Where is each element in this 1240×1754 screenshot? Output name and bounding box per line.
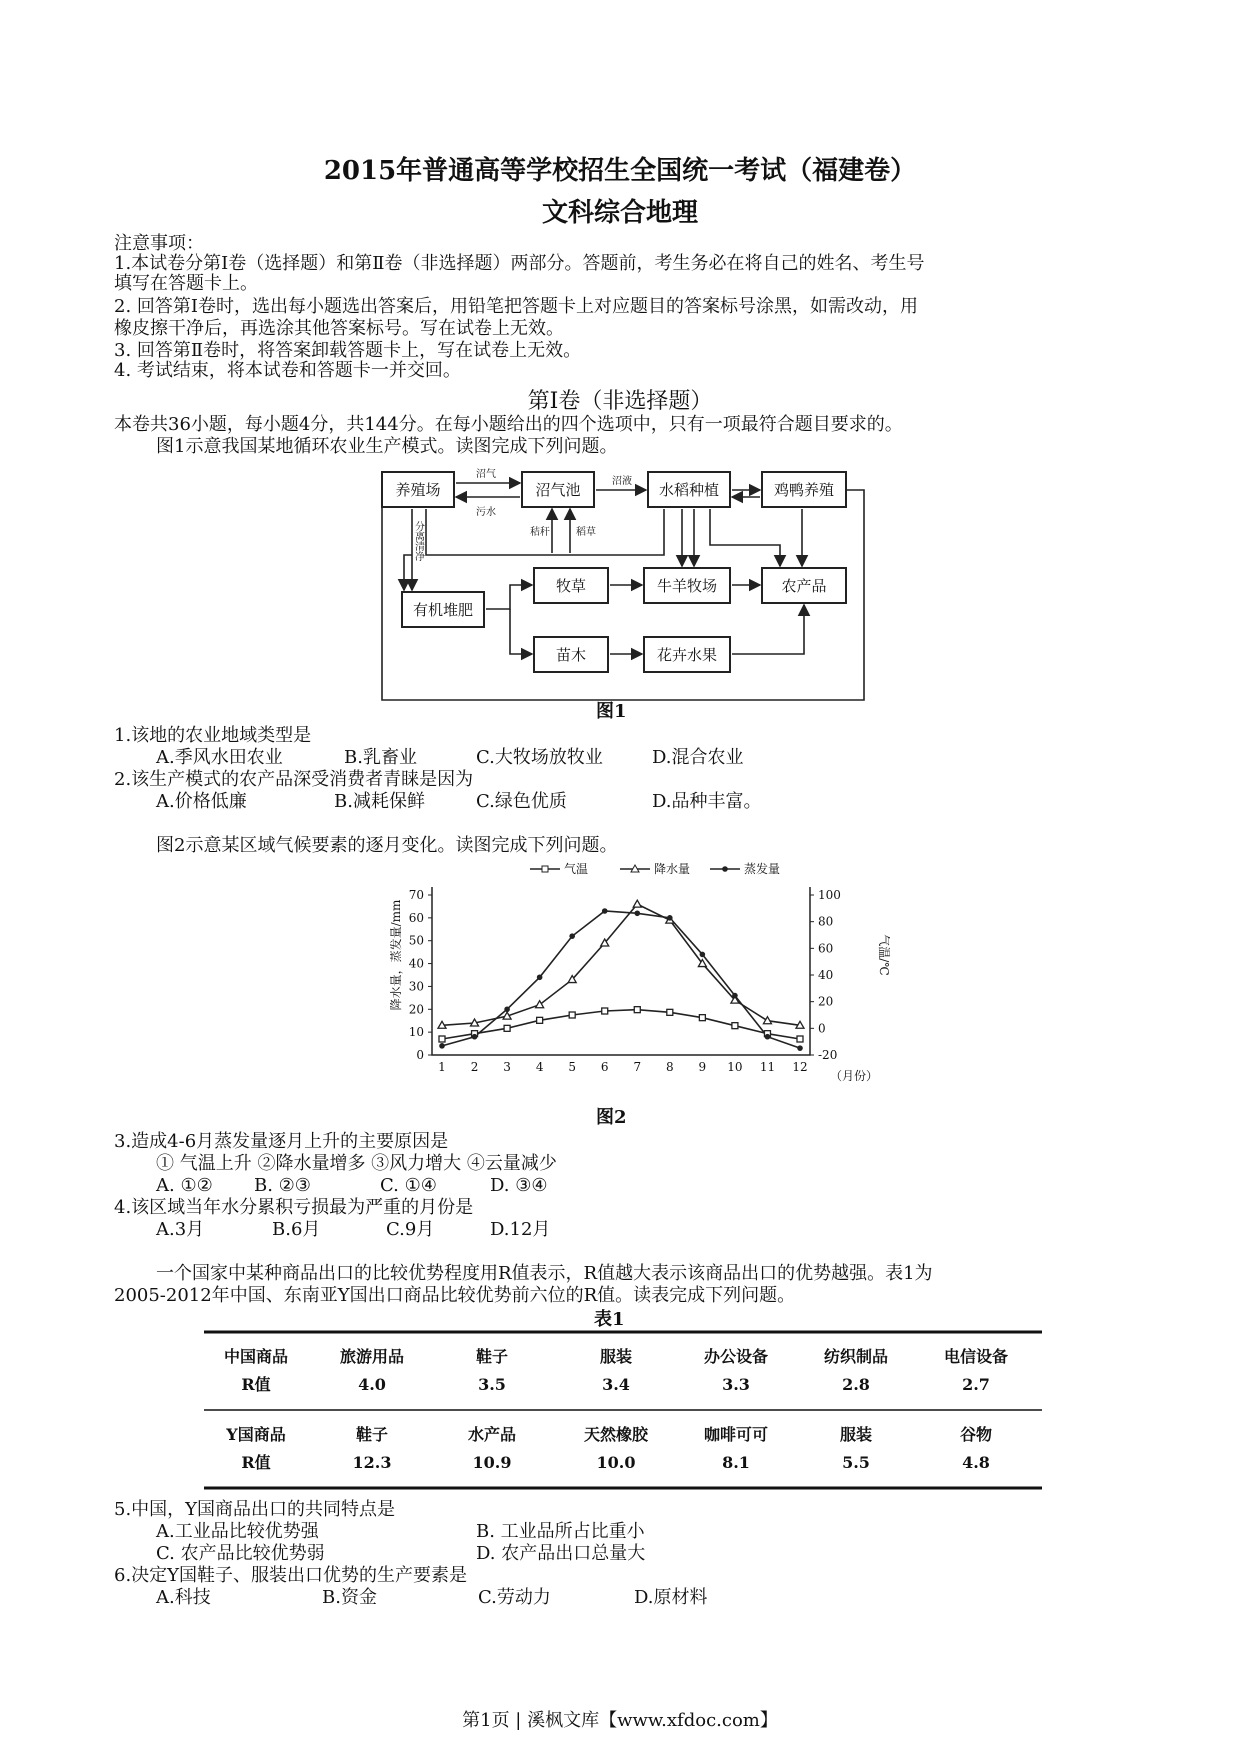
table-cell: 2.8 xyxy=(842,1375,870,1394)
table-cell: 服装 xyxy=(839,1425,873,1444)
q6-option-c: C.劳动力 xyxy=(478,1587,551,1608)
q2-option-c: C.绿色优质 xyxy=(476,791,567,812)
legend-label: 降水量 xyxy=(654,862,691,876)
section-title: 第Ⅰ卷（非选择题） xyxy=(527,389,713,414)
label-miaomu: 苗木 xyxy=(555,646,587,664)
table-intro: 一个国家中某种商品出口的比较优势程度用R值表示，R值越大表示该商品出口的优势越强。表1为 xyxy=(156,1263,933,1284)
q6-option-b: B.资金 xyxy=(322,1587,377,1608)
label-zhaoqi-gas: 沼气 xyxy=(476,469,496,480)
notice-item: 4. 考试结束，将本试卷和答题卡一并交回。 xyxy=(114,360,461,381)
x-tick-label: 8 xyxy=(665,1060,674,1074)
point-evaporation xyxy=(797,1045,803,1051)
point-evaporation xyxy=(602,908,608,914)
label-fenli: 分离清净 xyxy=(412,521,424,561)
q5-option-a: A.工业品比较优势强 xyxy=(156,1521,319,1542)
q1-option-c: C.大牧场放牧业 xyxy=(476,747,603,768)
point-temperature xyxy=(537,1017,543,1023)
table-1-svg xyxy=(204,1330,1042,1490)
point-evaporation xyxy=(537,974,543,980)
y-left-tick-label: 20 xyxy=(408,1002,424,1017)
point-evaporation xyxy=(732,993,738,999)
table-cell: 旅游用品 xyxy=(339,1347,405,1366)
q5-stem: 5.中国，Y国商品出口的共同特点是 xyxy=(114,1499,396,1520)
page-footer: 第1页 | 溪枫文库【www.xfdoc.com】 xyxy=(462,1710,778,1731)
label-zhaoye: 沼液 xyxy=(612,476,632,487)
fig2-caption: 图2 xyxy=(596,1107,627,1128)
y-right-tick-label: 0 xyxy=(818,1021,826,1036)
q4-option-c: C.9月 xyxy=(386,1219,435,1240)
series-line-降水量 xyxy=(442,904,800,1025)
notice-heading: 注意事项： xyxy=(114,233,204,254)
fig1-intro: 图1示意我国某地循环农业生产模式。读图完成下列问题。 xyxy=(156,436,618,457)
table-cell: 中国商品 xyxy=(223,1347,289,1366)
x-tick-label: 1 xyxy=(438,1060,446,1074)
legend-label: 蒸发量 xyxy=(744,862,781,876)
point-temperature xyxy=(699,1015,705,1021)
notice-item: 2. 回答第Ⅰ卷时，选出每小题选出答案后，用铅笔把答题卡上对应题目的答案标号涂黑，如需改动，用 xyxy=(114,296,919,317)
table-cell: 3.3 xyxy=(722,1375,750,1394)
label-zhaoqi: 沼气池 xyxy=(535,481,581,499)
fig2-intro: 图2示意某区域气候要素的逐月变化。读图完成下列问题。 xyxy=(156,835,618,856)
x-tick-label: 7 xyxy=(633,1060,642,1074)
legend-marker-dot xyxy=(722,866,728,872)
table-cell: Y国商品 xyxy=(226,1425,286,1444)
point-temperature xyxy=(634,1007,640,1013)
y-right-tick-label: 100 xyxy=(818,888,841,902)
q3-option-d: D. ③④ xyxy=(490,1175,548,1196)
legend-marker-square xyxy=(542,866,548,872)
exam-subtitle: 文科综合地理 xyxy=(541,198,698,228)
q2-stem: 2.该生产模式的农产品深受消费者青睐是因为 xyxy=(114,769,474,790)
y-right-tick-label: 60 xyxy=(818,941,834,956)
label-wushui: 污水 xyxy=(476,507,496,518)
flow-diagram-svg xyxy=(380,455,880,725)
label-jiya: 鸡鸭养殖 xyxy=(773,481,835,499)
exam-title: 2015年普通高等学校招生全国统一考试（福建卷） xyxy=(323,156,917,186)
label-mucao: 牧草 xyxy=(555,577,587,595)
table-cell: 纺织制品 xyxy=(823,1347,889,1366)
x-tick-label: 6 xyxy=(600,1060,609,1074)
q5-option-d: D. 农产品出口总量大 xyxy=(476,1543,646,1564)
point-evaporation xyxy=(439,1043,445,1049)
section-intro: 本卷共36小题，每小题4分，共144分。在每小题给出的四个选项中，只有一项最符合题目要求的。 xyxy=(114,414,903,435)
series-line-气温 xyxy=(442,1010,800,1039)
y-left-tick-label: 50 xyxy=(408,933,424,948)
q1-option-d: D.混合农业 xyxy=(652,747,744,768)
x-tick-label: 3 xyxy=(503,1060,511,1074)
table-1 xyxy=(204,1330,1042,1494)
point-temperature xyxy=(667,1009,673,1015)
table-cell: 12.3 xyxy=(352,1453,392,1472)
y-left-tick-label: 30 xyxy=(408,979,424,994)
notice-item: 填写在答题卡上。 xyxy=(114,273,258,294)
table-cell: 鞋子 xyxy=(475,1347,509,1366)
table-cell: 服装 xyxy=(599,1347,633,1366)
y-axis-label-right: 气温/℃ xyxy=(877,934,890,976)
y-left-tick-label: 0 xyxy=(416,1048,424,1062)
q3-option-a: A. ①② xyxy=(156,1175,213,1196)
table-cell: 办公设备 xyxy=(703,1347,769,1366)
y-left-tick-label: 70 xyxy=(408,888,424,902)
table-cell: 5.5 xyxy=(842,1453,870,1472)
table-cell: 水产品 xyxy=(467,1425,517,1444)
q2-option-d: D.品种丰富。 xyxy=(652,791,762,812)
q6-stem: 6.决定Y国鞋子、服装出口优势的生产要素是 xyxy=(114,1565,468,1586)
q4-option-d: D.12月 xyxy=(490,1219,551,1240)
q3-option-b: B. ②③ xyxy=(254,1175,311,1196)
q3-stem: 3.造成4-6月蒸发量逐月上升的主要原因是 xyxy=(114,1131,449,1152)
label-daocao: 稻草 xyxy=(576,527,596,538)
q5-option-b: B. 工业品所占比重小 xyxy=(476,1521,645,1542)
table-cell: 谷物 xyxy=(959,1425,993,1444)
notice-item: 橡皮擦干净后，再选涂其他答案标号。写在试卷上无效。 xyxy=(114,318,564,339)
table-cell: 电信设备 xyxy=(943,1347,1009,1366)
x-tick-label: 11 xyxy=(759,1060,776,1074)
point-evaporation xyxy=(472,1034,478,1040)
q1-option-b: B.乳畜业 xyxy=(344,747,417,768)
q4-option-a: A.3月 xyxy=(156,1219,205,1240)
label-nongchan: 农产品 xyxy=(781,577,827,595)
point-temperature xyxy=(732,1023,738,1029)
y-left-tick-label: 40 xyxy=(408,956,424,971)
x-tick-label: 2 xyxy=(470,1060,479,1074)
table-cell: 4.0 xyxy=(358,1375,386,1394)
q4-stem: 4.该区域当年水分累积亏损最为严重的月份是 xyxy=(114,1197,474,1218)
label-niuyang: 牛羊牧场 xyxy=(656,577,718,595)
x-axis-unit: （月份） xyxy=(830,1069,879,1083)
x-tick-label: 5 xyxy=(568,1060,577,1074)
label-huahui: 花卉水果 xyxy=(656,646,718,664)
figure-2-chart xyxy=(390,855,890,1109)
table-cell: 2.7 xyxy=(962,1375,990,1394)
table-cell: R值 xyxy=(241,1375,271,1394)
table1-caption: 表1 xyxy=(594,1309,625,1330)
table-cell: 3.5 xyxy=(478,1375,506,1394)
table-cell: 10.0 xyxy=(596,1453,636,1472)
point-temperature xyxy=(569,1012,575,1018)
q1-stem: 1.该地的农业地域类型是 xyxy=(114,725,312,746)
point-temperature xyxy=(797,1036,803,1042)
table-cell: 咖啡可可 xyxy=(703,1425,769,1444)
point-evaporation xyxy=(667,915,673,921)
label-youji: 有机堆肥 xyxy=(412,601,474,619)
q2-option-a: A.价格低廉 xyxy=(156,791,247,812)
table-cell: 鞋子 xyxy=(355,1425,389,1444)
point-evaporation xyxy=(569,933,575,939)
y-right-tick-label: -20 xyxy=(818,1048,838,1062)
q5-option-c: C. 农产品比较优势弱 xyxy=(156,1543,325,1564)
point-precipitation xyxy=(633,900,641,907)
q6-option-a: A.科技 xyxy=(156,1587,211,1608)
y-axis-label-left: 降水量，蒸发量/mm xyxy=(390,899,403,1011)
point-evaporation xyxy=(765,1034,771,1040)
notice-item: 3. 回答第Ⅱ卷时，将答案卸载答题卡上，写在试卷上无效。 xyxy=(114,340,582,361)
label-yangzhi: 养殖场 xyxy=(395,481,441,499)
y-right-tick-label: 80 xyxy=(818,914,834,929)
y-right-tick-label: 40 xyxy=(818,968,834,982)
climate-chart-svg xyxy=(390,855,890,1105)
point-temperature xyxy=(504,1025,510,1031)
table-cell: 天然橡胶 xyxy=(583,1425,649,1444)
y-left-tick-label: 60 xyxy=(408,910,424,925)
fig1-caption: 图1 xyxy=(596,701,627,722)
table-cell: 4.8 xyxy=(962,1453,990,1472)
legend-label: 气温 xyxy=(564,862,589,876)
x-tick-label: 4 xyxy=(535,1060,544,1074)
x-tick-label: 12 xyxy=(792,1060,808,1074)
y-right-tick-label: 20 xyxy=(818,994,834,1009)
q4-option-b: B.6月 xyxy=(272,1219,321,1240)
q3-items: ① 气温上升 ②降水量增多 ③风力增大 ④云量减少 xyxy=(156,1153,557,1174)
series-line-蒸发量 xyxy=(442,911,800,1048)
point-evaporation xyxy=(634,910,640,916)
x-tick-label: 10 xyxy=(727,1060,743,1074)
point-temperature xyxy=(439,1036,445,1042)
x-tick-label: 9 xyxy=(698,1060,707,1074)
label-shuidao: 水稻种植 xyxy=(658,481,720,499)
q2-option-b: B.减耗保鲜 xyxy=(334,791,425,812)
table-cell: 10.9 xyxy=(472,1453,512,1472)
point-temperature xyxy=(602,1008,608,1014)
label-kefei: 秸秆 xyxy=(530,527,550,538)
point-evaporation xyxy=(504,1006,510,1012)
point-precipitation xyxy=(763,1017,771,1024)
q6-option-d: D.原材料 xyxy=(634,1587,708,1608)
notice-item: 1.本试卷分第Ⅰ卷（选择题）和第Ⅱ卷（非选择题）两部分。答题前，考生务必在将自己的姓名、考生号 xyxy=(114,253,925,274)
point-evaporation xyxy=(700,952,706,958)
table-cell: R值 xyxy=(241,1453,271,1472)
q1-option-a: A.季风水田农业 xyxy=(156,747,283,768)
table-cell: 8.1 xyxy=(722,1453,750,1472)
table-intro: 2005-2012年中国、东南亚Y国出口商品比较优势前六位的R值。读表完成下列问题。 xyxy=(114,1285,796,1306)
table-cell: 3.4 xyxy=(602,1375,630,1394)
figure-1-diagram xyxy=(380,455,880,729)
y-left-tick-label: 10 xyxy=(408,1025,424,1040)
q3-option-c: C. ①④ xyxy=(380,1175,437,1196)
